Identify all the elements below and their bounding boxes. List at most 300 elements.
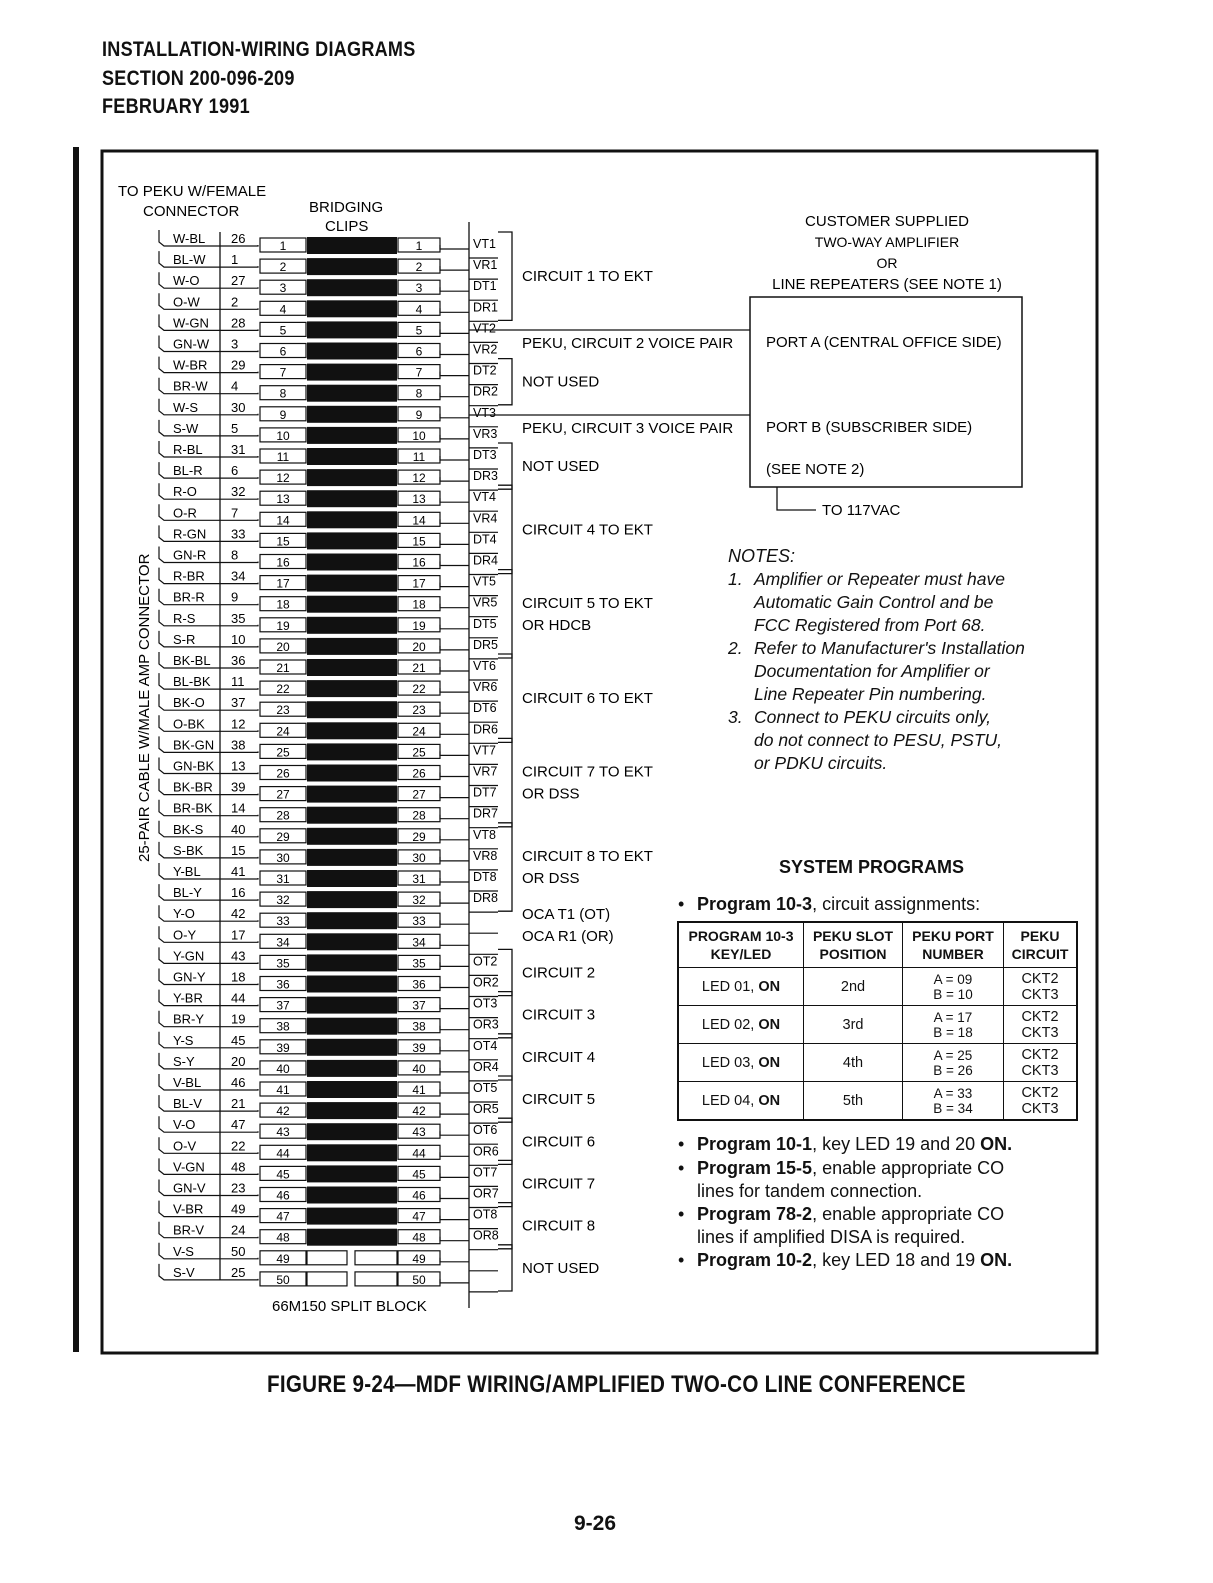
group-bracket (498, 570, 512, 658)
lead-label: VR8 (473, 848, 498, 863)
right-terminal-number: 28 (412, 808, 426, 823)
bridging-clip (307, 870, 397, 887)
pin-number: 49 (231, 1201, 246, 1217)
pin-number: 48 (231, 1159, 246, 1175)
left-terminal-number: 23 (276, 703, 290, 718)
pin-number: 26 (231, 231, 246, 246)
right-terminal-number: 46 (412, 1188, 426, 1203)
figure-caption: FIGURE 9-24—MDF WIRING/AMPLIFIED TWO-CO LINE CONFERENCE (267, 1371, 966, 1398)
right-terminal-number: 41 (412, 1083, 426, 1097)
doc-header-title: INSTALLATION-WIRING DIAGRAMS (102, 38, 416, 61)
wire-color-label: R-GN (173, 526, 207, 542)
left-terminal-number: 41 (276, 1083, 290, 1097)
pin-connector (220, 562, 258, 563)
amp-title-1: CUSTOMER SUPPLIED (805, 213, 969, 230)
right-terminal-number: 5 (415, 323, 423, 338)
table-row (678, 968, 1077, 1006)
note-1-number: 1. (728, 569, 743, 589)
lead-connector (440, 1195, 469, 1199)
right-terminal-number: 40 (412, 1061, 426, 1076)
right-terminal-number: 27 (412, 787, 426, 802)
right-terminal-number: 21 (412, 661, 426, 675)
pin-number: 15 (231, 842, 246, 858)
bridging-clip (307, 807, 397, 824)
bridging-clip (307, 1102, 397, 1119)
wire-color-label: Y-O (173, 906, 195, 922)
left-terminal-number: 48 (276, 1230, 290, 1245)
right-terminal-number: 47 (412, 1209, 426, 1224)
lead-connector (440, 498, 469, 502)
bridging-clip (307, 511, 397, 528)
group-bracket (498, 443, 512, 489)
right-terminal-number: 35 (412, 956, 426, 971)
col-header-circuit: PEKU CIRCUIT (1004, 922, 1078, 968)
lead-label: OR8 (473, 1228, 499, 1243)
left-terminal-number: 11 (276, 450, 290, 464)
lead-label: DT7 (473, 785, 497, 800)
lead-connector (440, 287, 469, 291)
right-terminal-number: 48 (412, 1230, 426, 1245)
lead-connector (440, 836, 469, 840)
margin-bar (73, 147, 79, 1352)
pin-number: 14 (231, 800, 246, 816)
bridging-clip (307, 554, 397, 571)
right-terminal-number: 31 (412, 872, 426, 886)
group-label: OR DSS (522, 785, 580, 803)
pin-number: 21 (231, 1096, 246, 1112)
wire-color-label: R-BR (173, 568, 205, 584)
left-terminal-number: 7 (279, 365, 287, 380)
group-bracket (498, 949, 512, 995)
lead-label: DT1 (473, 279, 497, 294)
pin-number: 13 (231, 758, 246, 774)
pin-number: 43 (231, 948, 246, 964)
lead-label: OT3 (473, 996, 498, 1011)
left-terminal-number: 43 (276, 1125, 290, 1140)
wire-color-label: Y-GN (173, 948, 205, 964)
left-terminal-number: 35 (276, 956, 290, 971)
bridging-clip (307, 933, 397, 950)
left-terminal-number: 20 (276, 639, 290, 654)
lead-connector (440, 709, 469, 713)
wire-color-label: O-W (173, 294, 200, 310)
group-bracket (498, 359, 512, 405)
bridging-clip (307, 300, 397, 317)
left-terminal-number: 39 (276, 1040, 290, 1055)
empty-clip (307, 1272, 347, 1286)
bridging-clip (307, 427, 397, 444)
lead-connector (440, 1068, 469, 1072)
notes-section (728, 545, 1025, 775)
right-terminal-number: 6 (415, 344, 423, 359)
cell-port: A = 09 B = 10 (903, 968, 1004, 1006)
group-label: CIRCUIT 3 (522, 1006, 596, 1024)
notes-title: NOTES: (728, 546, 796, 566)
bullet-icon: • (678, 1204, 685, 1224)
left-terminal-number: 8 (279, 386, 287, 401)
lead-label: DR3 (473, 469, 499, 484)
wire-color-label: BR-V (173, 1222, 205, 1238)
group-label: CIRCUIT 8 TO EKT (522, 848, 653, 865)
wire-color-label: R-BL (173, 442, 203, 457)
wire-color-label: BL-BK (173, 674, 211, 690)
lead-connector (440, 562, 469, 566)
bridging-clip (307, 912, 397, 929)
bridging-clip (307, 575, 397, 592)
wire-color-label: O-BK (173, 716, 205, 732)
bridging-clip (307, 385, 397, 402)
to-peku-label-1: TO PEKU W/FEMALE (118, 183, 267, 200)
col-header-port: PEKU PORT NUMBER (903, 922, 1004, 968)
lead-connector (440, 266, 469, 270)
wire-color-label: W-BL (173, 231, 206, 246)
group-label: CIRCUIT 8 (522, 1217, 596, 1235)
pin-connector (220, 393, 258, 394)
lead-label: DT2 (473, 363, 497, 378)
pin-number: 16 (231, 885, 246, 901)
cell-slot: 2nd (804, 968, 903, 1006)
pin-number: 28 (231, 315, 246, 331)
wire-color-label: BL-R (173, 463, 203, 479)
lead-connector (440, 878, 469, 882)
wire-color-label: BL-V (173, 1096, 202, 1112)
bridging-clip (307, 469, 397, 486)
doc-header-section: SECTION 200-096-209 (102, 67, 295, 90)
group-bracket (498, 823, 512, 911)
left-terminal-number: 4 (279, 302, 287, 317)
left-terminal-number: 17 (276, 576, 290, 591)
left-terminal-number: 25 (276, 745, 290, 760)
pin-number: 8 (231, 547, 239, 563)
right-terminal-number: 17 (412, 576, 426, 591)
amp-title-4: LINE REPEATERS (SEE NOTE 1) (772, 276, 1002, 293)
bridging-clip (307, 722, 397, 739)
lead-label: OT5 (473, 1081, 498, 1095)
pin-connector (220, 519, 258, 520)
cell-circuit: CKT2 CKT3 (1004, 1082, 1078, 1121)
wire-color-label: W-S (173, 399, 199, 415)
wire-color-label: BK-BR (173, 779, 213, 795)
lead-connector (440, 751, 469, 755)
lead-label: OT4 (473, 1038, 498, 1053)
page-number: 9-26 (574, 1512, 617, 1535)
group-bracket (498, 1160, 512, 1206)
group-bracket (498, 654, 512, 742)
right-terminal-number: 16 (412, 555, 426, 570)
group-bracket (498, 1034, 512, 1080)
lead-connector (440, 351, 469, 355)
right-terminal-number: 12 (412, 471, 426, 486)
note-2-line-3: Line Repeater Pin numbering. (754, 684, 987, 704)
right-terminal-number: 1 (415, 239, 423, 253)
left-terminal-number: 21 (276, 661, 290, 675)
pin-number: 24 (231, 1222, 246, 1238)
group-label: NOT USED (522, 1259, 600, 1277)
right-terminal-number: 43 (412, 1125, 426, 1140)
wire-color-label: W-BR (173, 357, 208, 373)
program-10-1-end: ON. (980, 1134, 1013, 1154)
pin-number: 9 (231, 589, 239, 605)
group-label: CIRCUIT 7 TO EKT (522, 763, 653, 781)
group-label: CIRCUIT 1 TO EKT (522, 268, 653, 286)
wire-color-label: BR-Y (173, 1011, 205, 1027)
right-terminal-number: 14 (412, 513, 426, 528)
wire-color-label: BK-BL (173, 653, 211, 668)
lead-connector (440, 899, 469, 903)
pin-number: 37 (231, 695, 246, 711)
wire-color-label: GN-W (173, 336, 210, 352)
bridging-clip (307, 786, 397, 803)
program-10-3-desc: , circuit assignments: (812, 894, 981, 914)
port-b-label: PORT B (SUBSCRIBER SIDE) (766, 419, 973, 436)
lead-connector (440, 773, 469, 777)
bridging-clip (307, 406, 397, 423)
lead-label: VT7 (473, 743, 496, 758)
table-row (678, 1006, 1077, 1044)
wire-color-label: GN-Y (173, 969, 206, 985)
lead-connector (440, 667, 469, 671)
note-3-line-3: or PDKU circuits. (754, 753, 888, 773)
lead-connector (440, 393, 469, 397)
lead-connector (440, 540, 469, 544)
wire-color-label: S-Y (173, 1053, 195, 1069)
left-terminal-number: 50 (276, 1272, 290, 1287)
pin-number: 12 (231, 716, 246, 732)
right-terminal-number: 32 (412, 893, 426, 908)
wire-color-label: V-BL (173, 1075, 202, 1090)
wire-color-label: BL-W (173, 252, 206, 268)
right-terminal-number: 4 (415, 302, 423, 317)
bridging-clip (307, 680, 397, 697)
bridging-clip (307, 448, 397, 465)
lead-label: OT2 (473, 954, 498, 969)
lead-connector (440, 1026, 469, 1030)
pin-number: 3 (231, 336, 239, 352)
left-terminal-number: 6 (279, 344, 287, 359)
pin-number: 39 (231, 779, 246, 795)
lead-connector (440, 329, 469, 333)
cell-slot: 4th (804, 1044, 903, 1082)
right-terminal-number: 37 (412, 998, 426, 1013)
lead-label: VT1 (473, 237, 496, 251)
lead-connector (440, 646, 469, 650)
pin-number: 34 (231, 568, 246, 584)
bridging-clip (307, 279, 397, 296)
note-2-line-1: Refer to Manufacturer's Installation (754, 638, 1025, 658)
wire-color-label: V-BR (173, 1201, 204, 1217)
block-label: 66M150 SPLIT BLOCK (272, 1298, 427, 1315)
bridging-clip (307, 1039, 397, 1056)
lead-connector (440, 730, 469, 734)
group-bracket (498, 738, 512, 826)
lead-label: DT4 (473, 532, 497, 547)
bridging-clip (307, 1081, 397, 1098)
lead-label: VT2 (473, 321, 496, 336)
empty-clip (355, 1272, 397, 1286)
cable-label: 25-PAIR CABLE W/MALE AMP CONNECTOR (136, 553, 153, 862)
lead-connector (440, 1089, 469, 1093)
left-terminal-number: 47 (276, 1209, 290, 1224)
pin-number: 42 (231, 906, 246, 922)
right-terminal-number: 7 (415, 365, 423, 380)
wire-color-label: W-GN (173, 315, 209, 331)
bridging-clip (307, 954, 397, 971)
lead-connector (440, 1173, 469, 1177)
group-label: NOT USED (522, 458, 600, 476)
wire-color-label: BL-Y (173, 885, 202, 901)
group-label: CIRCUIT 4 TO EKT (522, 521, 653, 539)
wire-color-label: R-O (173, 484, 197, 500)
voice-pair-2-label: PEKU, CIRCUIT 2 VOICE PAIR (522, 335, 734, 352)
right-terminal-number: 18 (412, 597, 426, 612)
bridging-clip (307, 1229, 397, 1246)
group-bracket (498, 1203, 512, 1249)
pin-number: 50 (231, 1243, 246, 1259)
bridging-clip (307, 532, 397, 549)
right-terminal-number: 2 (415, 260, 423, 275)
pin-number: 40 (231, 821, 246, 837)
lead-label: OT6 (473, 1123, 498, 1138)
program-78-2-desc: , enable appropriate CO (812, 1204, 1005, 1224)
lead-connector (440, 414, 469, 418)
right-terminal-number: 24 (412, 724, 426, 739)
lead-label: VT5 (473, 574, 496, 589)
lead-label: VT8 (473, 827, 496, 842)
cell-key-led: LED 04, ON (678, 1082, 804, 1121)
wire-color-label: R-S (173, 610, 196, 626)
bridging-clip (307, 364, 397, 381)
left-terminal-number: 30 (276, 850, 290, 865)
left-terminal-number: 33 (276, 914, 290, 929)
pin-connector (220, 266, 258, 267)
lead-label: OR5 (473, 1102, 499, 1117)
wire-color-label: V-GN (173, 1159, 205, 1175)
left-terminal-number: 1 (279, 239, 287, 253)
lead-connector (440, 456, 469, 460)
lead-label: VR3 (473, 426, 498, 441)
group-bracket (498, 1118, 512, 1164)
bridging-clip (307, 765, 397, 782)
lead-label: VR6 (473, 680, 498, 695)
amp-title-2: TWO-WAY AMPLIFIER (814, 234, 960, 250)
right-terminal-number: 11 (412, 450, 426, 464)
right-terminal-number: 8 (415, 386, 423, 401)
left-terminal-number: 14 (276, 513, 290, 528)
pin-number: 7 (231, 505, 239, 521)
lead-label: OT7 (473, 1165, 498, 1180)
group-label: OR DSS (522, 870, 580, 887)
program-10-1-name: Program 10-1 (697, 1134, 813, 1154)
left-terminal-number: 18 (276, 597, 290, 612)
program-10-2-end: ON. (980, 1250, 1013, 1270)
lead-label: VR7 (473, 764, 498, 779)
wire-color-label: S-W (173, 420, 199, 436)
pin-connector (220, 351, 258, 352)
voice-pair-3-label: PEKU, CIRCUIT 3 VOICE PAIR (522, 420, 734, 437)
lead-label: VR4 (473, 511, 498, 526)
terminal-rows (159, 230, 499, 1292)
doc-header-date: FEBRUARY 1991 (102, 95, 250, 118)
lead-label: OR2 (473, 975, 499, 990)
pin-number: 33 (231, 526, 246, 542)
wire-color-label: BR-BK (173, 800, 213, 816)
bridging-clip (307, 849, 397, 866)
col-header-key-led: PROGRAM 10-3 KEY/LED (678, 922, 804, 968)
cell-port: A = 33 B = 34 (903, 1082, 1004, 1121)
left-terminal-number: 16 (276, 555, 290, 570)
lead-connector (440, 857, 469, 861)
lead-label: VT6 (473, 659, 496, 673)
lead-label: DR6 (473, 722, 499, 737)
right-terminal-number: 19 (412, 618, 426, 633)
lead-label: VT3 (473, 405, 496, 420)
wire-color-label: O-Y (173, 927, 197, 943)
program-15-5-line2: lines for tandem connection. (697, 1181, 923, 1201)
right-terminal-number: 38 (412, 1019, 426, 1034)
bridging-clip (307, 343, 397, 360)
left-terminal-number: 46 (276, 1188, 290, 1203)
lead-connector (440, 519, 469, 523)
pin-number: 31 (231, 442, 246, 457)
pin-connector (220, 477, 258, 478)
lead-connector (440, 920, 469, 924)
left-terminal-number: 9 (279, 407, 287, 422)
wire-color-label: S-BK (173, 842, 204, 858)
program-15-5-name: Program 15-5 (697, 1158, 813, 1178)
left-terminal-number: 26 (276, 766, 290, 781)
pin-number: 17 (231, 927, 246, 943)
pin-number: 20 (231, 1053, 246, 1069)
group-bracket (498, 232, 512, 320)
right-terminal-number: 20 (412, 639, 426, 654)
bridging-clip (307, 1060, 397, 1077)
lead-connector (440, 688, 469, 692)
cell-slot: 3rd (804, 1006, 903, 1044)
pin-number: 29 (231, 357, 246, 373)
lead-label: DT6 (473, 701, 497, 716)
note-1-line-3: FCC Registered from Port 68. (754, 615, 986, 635)
lead-connector (440, 1279, 469, 1283)
bridging-clip (307, 617, 397, 634)
cell-key-led: LED 01, ON (678, 968, 804, 1006)
program-10-3-name: Program 10-3 (697, 894, 813, 914)
wire-color-label: GN-BK (173, 758, 215, 774)
table-header-row (678, 922, 1077, 968)
bullet-icon: • (678, 1158, 685, 1178)
pin-number: 6 (231, 463, 239, 479)
bridging-clip (307, 743, 397, 760)
program-10-1-desc: , key LED 19 and 20 (812, 1134, 981, 1154)
pin-number: 30 (231, 399, 246, 415)
system-programs-title: SYSTEM PROGRAMS (779, 857, 965, 877)
pin-connector (220, 604, 258, 605)
right-terminal-number: 33 (412, 914, 426, 929)
right-terminal-number: 39 (412, 1040, 426, 1055)
cell-key-led: LED 02, ON (678, 1006, 804, 1044)
right-terminal-number: 29 (412, 829, 426, 844)
lead-connector (440, 245, 469, 249)
left-terminal-number: 29 (276, 829, 290, 844)
bullet-icon: • (678, 1134, 685, 1154)
lead-label: OR6 (473, 1144, 499, 1159)
see-note-2-label: (SEE NOTE 2) (766, 461, 865, 478)
bridging-clip (307, 997, 397, 1014)
lead-label: DT8 (473, 870, 497, 884)
lead-label: VR2 (473, 342, 498, 357)
lead-label: DR1 (473, 300, 499, 315)
wire-color-label: BK-GN (173, 737, 215, 753)
pin-number: 25 (231, 1264, 246, 1280)
